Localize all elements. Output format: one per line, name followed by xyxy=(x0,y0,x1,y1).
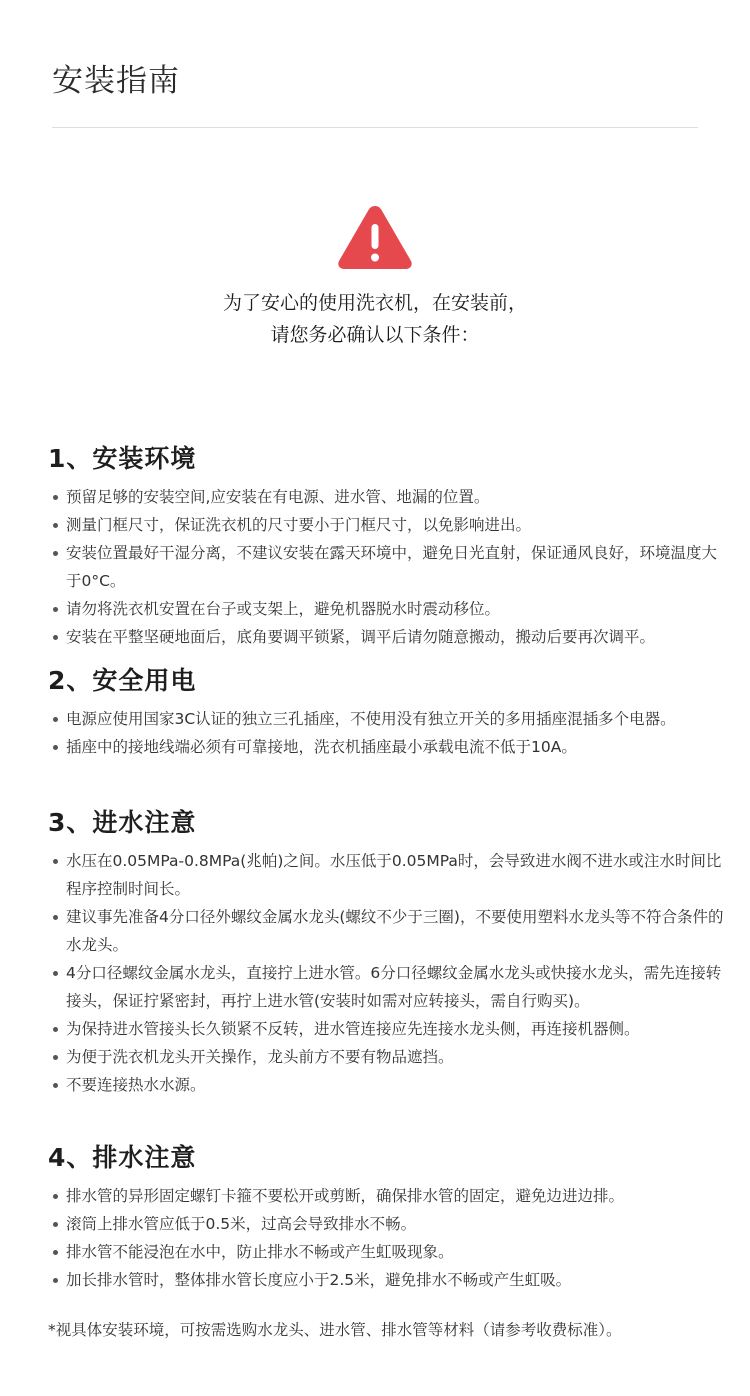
bullet-list xyxy=(48,483,728,651)
bullet-dot-icon xyxy=(53,1027,58,1032)
list-item xyxy=(48,595,728,623)
list-item xyxy=(48,1015,728,1043)
bullet-dot-icon xyxy=(53,607,58,612)
list-item-text: 测量门框尺寸，保证洗衣机的尺寸要小于门框尺寸，以免影响进出。 xyxy=(66,516,532,534)
bullet-list xyxy=(48,1182,728,1294)
list-item-text: 安装在平整坚硬地面后，底角要调平锁紧，调平后请勿随意搬动，搬动后要再次调平。 xyxy=(66,628,656,646)
list-item xyxy=(48,903,728,959)
footnote: *视具体安装环境，可按需选购水龙头、进水管、排水管等材料（请参考收费标准）。 xyxy=(48,1321,622,1339)
bullet-dot-icon xyxy=(53,745,58,750)
list-item-text: 插座中的接地线端必须有可靠接地，洗衣机插座最小承载电流不低于10A。 xyxy=(66,738,577,756)
list-item-text: 电源应使用国家3C认证的独立三孔插座，不使用没有独立开关的多用插座混插多个电器。 xyxy=(66,710,676,728)
list-item-text: 加长排水管时，整体排水管长度应小于2.5米，避免排水不畅或产生虹吸。 xyxy=(66,1271,572,1289)
section-install-environment xyxy=(48,441,728,651)
section-drainage xyxy=(48,1140,728,1294)
section-heading: 1、安装环境 xyxy=(48,444,197,473)
list-item xyxy=(48,1043,728,1071)
bullet-dot-icon xyxy=(53,859,58,864)
section-electrical-safety xyxy=(48,663,728,761)
bullet-list xyxy=(48,705,728,761)
list-item xyxy=(48,1071,728,1099)
list-item-text: 为保持进水管接头长久锁紧不反转，进水管连接应先连接水龙头侧，再连接机器侧。 xyxy=(66,1020,640,1038)
list-item-text: 不要连接热水水源。 xyxy=(66,1076,206,1094)
bullet-dot-icon xyxy=(53,1194,58,1199)
bullet-dot-icon xyxy=(53,915,58,920)
bullet-dot-icon xyxy=(53,971,58,976)
list-item-text: 4分口径螺纹金属水龙头，直接拧上进水管。6分口径螺纹金属水龙头或快接水龙头，需先连接转接头，保证拧紧密封，再拧上进水管(安装时如需对应转接头，需自行购买)。 xyxy=(66,964,722,1010)
bullet-dot-icon xyxy=(53,717,58,722)
bullet-list xyxy=(48,847,728,1099)
list-item xyxy=(48,733,728,761)
bullet-dot-icon xyxy=(53,1278,58,1283)
list-item xyxy=(48,483,728,511)
section-heading: 3、进水注意 xyxy=(48,808,197,837)
bullet-dot-icon xyxy=(53,1083,58,1088)
list-item-text: 预留足够的安装空间,应安装在有电源、进水管、地漏的位置。 xyxy=(66,488,490,506)
list-item-text: 建议事先准备4分口径外螺纹金属水龙头(螺纹不少于三圈)，不要使用塑料水龙头等不符合条件的水龙头。 xyxy=(66,908,724,954)
list-item-text: 滚筒上排水管应低于0.5米，过高会导致排水不畅。 xyxy=(66,1215,417,1233)
section-heading: 2、安全用电 xyxy=(48,666,197,695)
list-item-text: 请勿将洗衣机安置在台子或支架上，避免机器脱水时震动移位。 xyxy=(66,600,501,618)
list-item-text: 排水管的异形固定螺钉卡箍不要松开或剪断，确保排水管的固定，避免边进边排。 xyxy=(66,1187,625,1205)
list-item xyxy=(48,705,728,733)
intro-text xyxy=(0,287,750,351)
title-divider xyxy=(52,127,698,128)
list-item xyxy=(48,959,728,1015)
list-item xyxy=(48,1182,728,1210)
list-item xyxy=(48,539,728,595)
section-heading: 4、排水注意 xyxy=(48,1143,197,1172)
bullet-dot-icon xyxy=(53,1055,58,1060)
intro-line-2: 请您务必确认以下条件： xyxy=(270,324,480,346)
list-item-text: 安装位置最好干湿分离，不建议安装在露天环境中，避免日光直射，保证通风良好，环境温度大于0°C。 xyxy=(66,544,718,590)
list-item xyxy=(48,1210,728,1238)
list-item xyxy=(48,511,728,539)
list-item-text: 排水管不能浸泡在水中，防止排水不畅或产生虹吸现象。 xyxy=(66,1243,454,1261)
list-item-text: 水压在0.05MPa-0.8MPa(兆帕)之间。水压低于0.05MPa时，会导致进水阀不进水或注水时间比程序控制时间长。 xyxy=(66,852,722,898)
warning-triangle-icon xyxy=(336,202,414,270)
bullet-dot-icon xyxy=(53,523,58,528)
page-title: 安装指南 xyxy=(52,63,180,99)
bullet-dot-icon xyxy=(53,1222,58,1227)
list-item xyxy=(48,1238,728,1266)
list-item xyxy=(48,847,728,903)
bullet-dot-icon xyxy=(53,495,58,500)
list-item xyxy=(48,1266,728,1294)
bullet-dot-icon xyxy=(53,1250,58,1255)
intro-line-1: 为了安心的使用洗衣机，在安装前， xyxy=(222,292,527,314)
section-water-inlet xyxy=(48,805,728,1099)
list-item-text: 为便于洗衣机龙头开关操作，龙头前方不要有物品遮挡。 xyxy=(66,1048,454,1066)
list-item xyxy=(48,623,728,651)
bullet-dot-icon xyxy=(53,551,58,556)
bullet-dot-icon xyxy=(53,635,58,640)
